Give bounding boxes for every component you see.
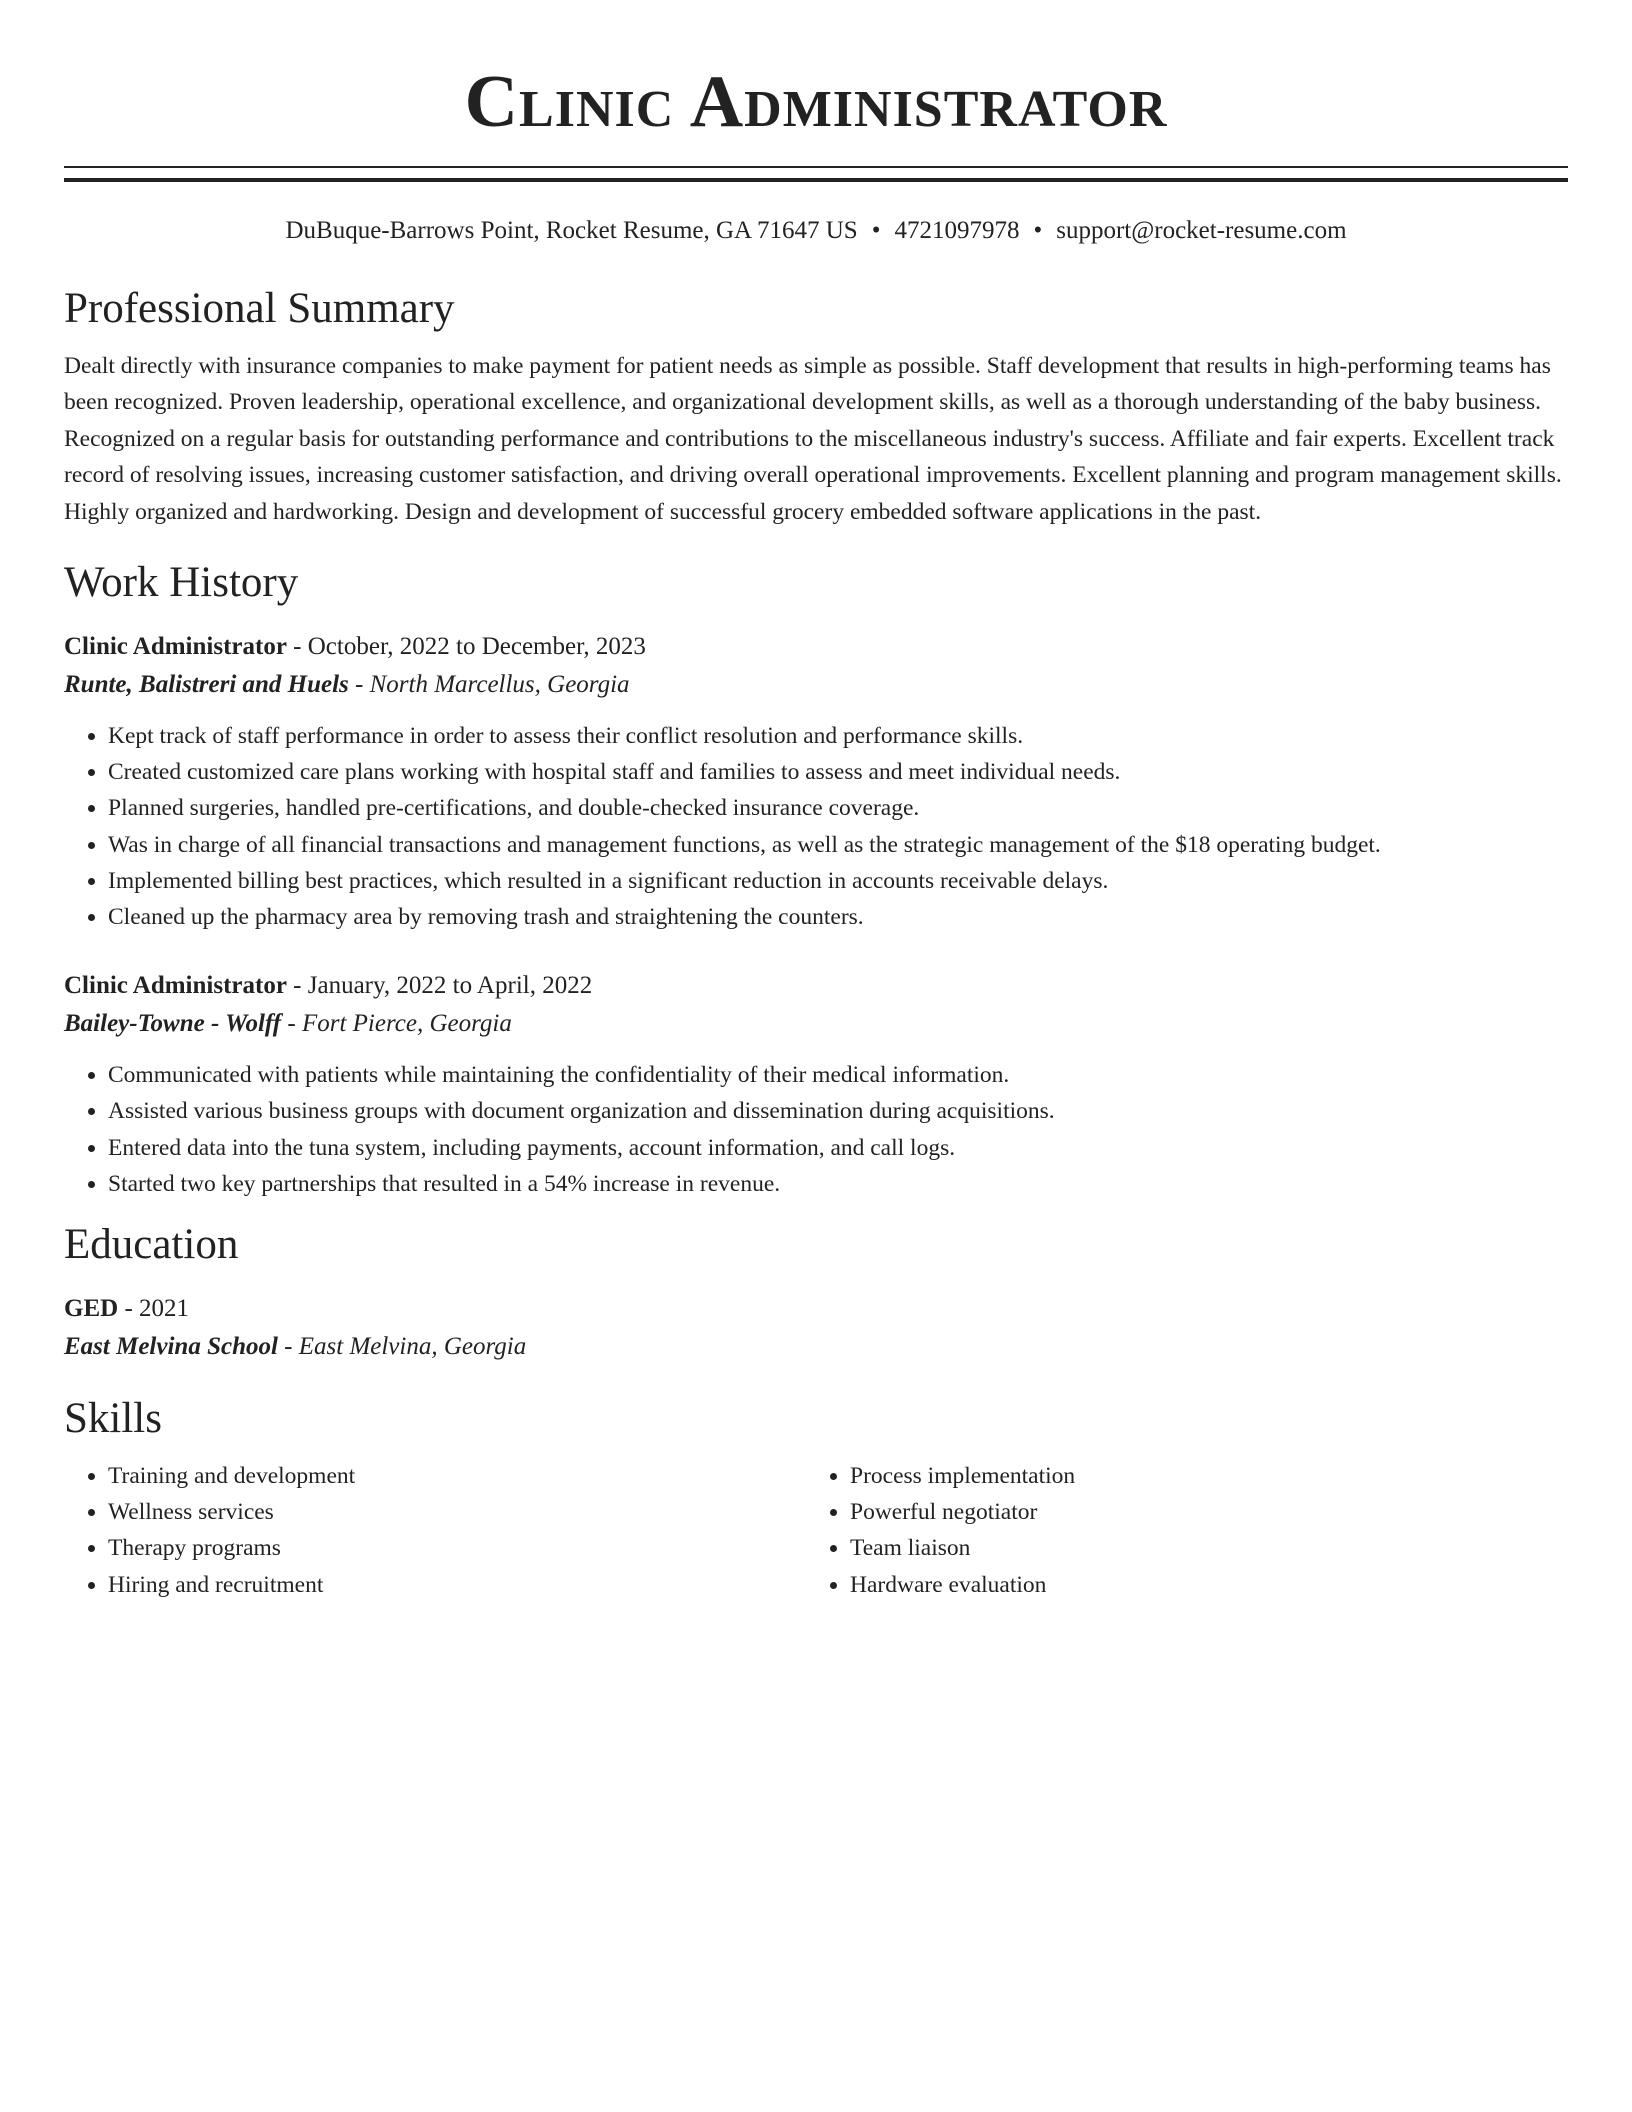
job-bullet: • Cleaned up the pharmacy area by removing trash and straightening the counters.	[108, 899, 1568, 935]
education-heading: Education	[64, 1221, 239, 1269]
education-school: East Melvina School	[64, 1333, 278, 1361]
job-bullet: • Started two key partnerships that resulted in a 54% increase in revenue.	[108, 1166, 1568, 1202]
contact-phone: 4721097978	[894, 217, 1020, 244]
contact-line	[64, 214, 1568, 248]
job-entry	[64, 967, 1568, 1202]
skill-item: • Therapy programs	[108, 1530, 806, 1566]
skill-item: • Hardware evaluation	[850, 1567, 1548, 1603]
job-bullet: • Planned surgeries, handled pre-certifications, and double-checked insurance coverage.	[108, 790, 1568, 826]
skill-item: • Team liaison	[850, 1530, 1548, 1566]
job-title: Clinic Administrator	[64, 633, 287, 661]
job-entry	[64, 628, 1568, 935]
skills-column-left	[64, 1458, 806, 1603]
title-double-rule	[64, 166, 1568, 182]
education-entry	[64, 1290, 1568, 1366]
skills-column-right	[806, 1458, 1548, 1603]
job-location: - Fort Pierce, Georgia	[281, 1010, 512, 1038]
education-location: - East Melvina, Georgia	[277, 1333, 527, 1361]
skill-item: • Powerful negotiator	[850, 1494, 1548, 1530]
job-location: - North Marcellus, Georgia	[348, 671, 630, 699]
contact-separator: •	[1033, 217, 1043, 244]
job-company: Runte, Balistreri and Huels	[64, 671, 349, 699]
education-degree: GED	[64, 1295, 119, 1323]
job-company: Bailey-Towne - Wolff	[64, 1010, 282, 1038]
job-bullet-list	[64, 1057, 1568, 1202]
work-history-heading: Work History	[64, 559, 299, 607]
job-role-line	[64, 628, 1568, 666]
education-degree-line	[64, 1290, 1568, 1328]
job-bullet: • Assisted various business groups with document organization and dissemination during acquisitions.	[108, 1093, 1568, 1129]
job-role-line	[64, 967, 1568, 1005]
job-bullet: • Was in charge of all financial transactions and management functions, as well as the strategic management of the $18 operating budget.	[108, 827, 1568, 863]
job-bullet: • Implemented billing best practices, which resulted in a significant reduction in accounts receivable delays.	[108, 863, 1568, 899]
contact-address: DuBuque-Barrows Point, Rocket Resume, GA 71647 US	[285, 217, 858, 244]
education-school-line	[64, 1328, 1568, 1366]
summary-heading: Professional Summary	[64, 285, 455, 332]
skill-item: • Hiring and recruitment	[108, 1567, 806, 1603]
job-bullet: • Kept track of staff performance in order to assess their conflict resolution and performance skills.	[108, 718, 1568, 754]
job-dates: - January, 2022 to April, 2022	[286, 972, 593, 1000]
contact-separator: •	[871, 217, 881, 244]
job-org-line	[64, 1005, 1568, 1043]
job-title: Clinic Administrator	[64, 972, 287, 1000]
job-bullet: • Entered data into the tuna system, including payments, account information, and call logs.	[108, 1130, 1568, 1166]
job-dates: - October, 2022 to December, 2023	[286, 633, 646, 661]
job-bullet: • Created customized care plans working with hospital staff and families to assess and meet individual needs.	[108, 754, 1568, 790]
summary-text: Dealt directly with insurance companies to make payment for patient needs as simple as possible. Staff development that results in high-performing teams has been recognized. Proven leadership, operational excellence, and organizational development skills, as well as a thorough understanding of the baby business. Recognized on a regular basis for outstanding performance and contributions to the miscellaneous industry's success. Affiliate and fair experts. Excellent track record of resolving issues, increasing customer satisfaction, and driving overall operational improvements. Excellent planning and program management skills. Highly organized and hardworking. Design and development of successful grocery embedded software applications in the past.	[64, 353, 1562, 525]
education-year: - 2021	[118, 1295, 190, 1323]
job-bullet: • Communicated with patients while maintaining the confidentiality of their medical information.	[108, 1057, 1568, 1093]
skills-grid	[64, 1458, 1568, 1603]
job-bullet-list	[64, 718, 1568, 935]
skill-item: • Training and development	[108, 1458, 806, 1494]
resume-title: Clinic Administrator	[464, 61, 1168, 143]
skill-item: • Wellness services	[108, 1494, 806, 1530]
skills-heading: Skills	[64, 1395, 162, 1443]
contact-email: support@rocket-resume.com	[1056, 217, 1347, 244]
skill-item: • Process implementation	[850, 1458, 1548, 1494]
job-org-line	[64, 666, 1568, 704]
